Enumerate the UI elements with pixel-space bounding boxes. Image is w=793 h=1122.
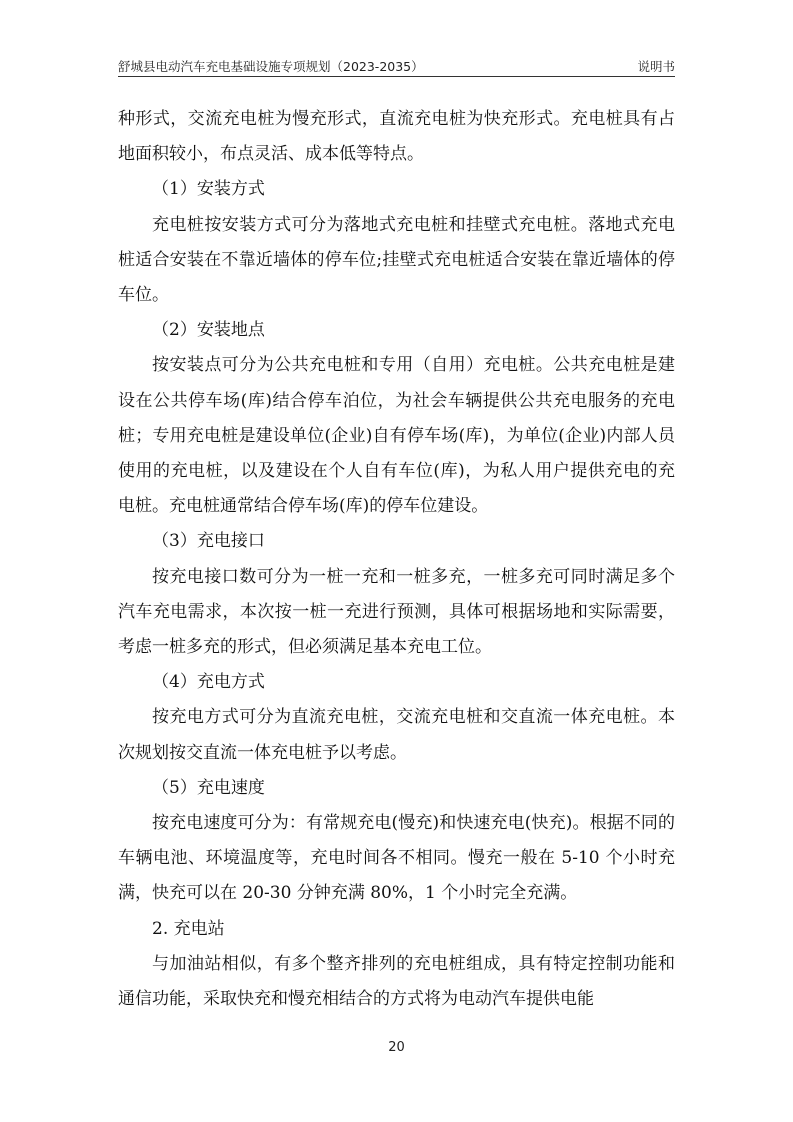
subheading-charging-method: （4）充电方式	[152, 672, 265, 693]
subheading-installation-location: （2）安装地点	[152, 320, 265, 341]
paragraph-installation-location: 按安装点可分为公共充电桩和专用（自用）充电桩。公共充电桩是建设在公共停车场(库)结合停车泊位，为社会车辆提供公共充电服务的充电桩；专用充电桩是建设单位(企业)自有停车场(库)，为单位(企业)内部人员使用的充电桩，以及建设在个人自有车位(库)，为私人用户提供充电的充电桩。充电桩通常结合停车场(库)的停车位建设。	[118, 355, 675, 517]
paragraph-charging-interface: 按充电接口数可分为一桩一充和一桩多充，一桩多充可同时满足多个汽车充电需求，本次按一桩一充进行预测，具体可根据场地和实际需要，考虑一桩多充的形式，但必须满足基本充电工位。	[118, 566, 675, 658]
paragraph-charging-station: 与加油站相似，有多个整齐排列的充电桩组成，具有特定控制功能和通信功能，采取快充和慢充相结合的方式将为电动汽车提供电能	[118, 953, 675, 1010]
header-divider	[118, 76, 675, 77]
paragraph-charging-method: 按充电方式可分为直流充电桩，交流充电桩和交直流一体充电桩。本次规划按交直流一体充电桩予以考虑。	[118, 707, 675, 763]
paragraph-installation-method: 充电桩按安装方式可分为落地式充电桩和挂壁式充电桩。落地式充电桩适合安装在不靠近墙体的停车位;挂壁式充电桩适合安装在靠近墙体的停车位。	[118, 214, 675, 306]
paragraph-charging-speed: 按充电速度可分为：有常规充电(慢充)和快速充电(快充)。根据不同的车辆电池、环境温度等，充电时间各不相同。慢充一般在 5-10 个小时充满，快充可以在 20-30 分钟充满 80%，1 个小时完全充满。	[118, 813, 675, 904]
paragraph-continued: 种形式，交流充电桩为慢充形式，直流充电桩为快充形式。充电桩具有占地面积较小，布点灵活、成本低等特点。	[118, 109, 675, 165]
document-body	[118, 102, 675, 1017]
document-title: 舒城县电动汽车充电基础设施专项规划（2023-2035）	[118, 59, 424, 74]
section-label: 说明书	[637, 59, 675, 74]
page-header	[118, 54, 675, 76]
subheading-charging-interface: （3）充电接口	[152, 531, 265, 552]
subheading-charging-speed: （5）充电速度	[152, 777, 265, 798]
subheading-installation-method: （1）安装方式	[152, 179, 265, 200]
page-number: 20	[388, 1040, 405, 1055]
subheading-charging-station: 2. 充电站	[152, 918, 225, 939]
